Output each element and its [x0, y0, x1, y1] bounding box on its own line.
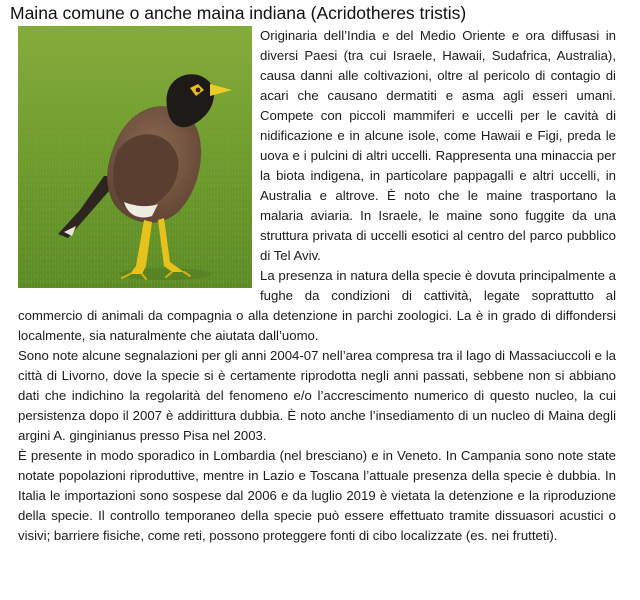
- myna-bird-photo: [18, 26, 252, 288]
- paragraph-reports: Sono note alcune segnalazioni per gli anni 2004-07 nell’area compresa tra il lago di Massaciuccoli e la città di Livorno, dove la specie si è certamente riprodotta negli anni passati, sebbene non si abbiano dati che indichino la regolarità del fenomeno e/o l’accrescimento numerico di questo nucleo, la cui persistenza dopo il 2007 è addirittura dubbia. È noto anche l’insediamento di un nucleo di Maina degli argini A. ginginianus presso Pisa nel 2003.: [18, 348, 616, 443]
- paragraph-presence: La presenza in natura della specie è dovuta principalmente a fughe da condizioni di cattività, legate soprattutto al commercio di animali da compagnia o alla detenzione in parchi zoologici. La è in grado di diffondersi localmente, sia naturalmente che aiutata dall’uomo.: [18, 268, 616, 343]
- article-body: [18, 26, 616, 546]
- paragraph-distribution: È presente in modo sporadico in Lombardia (nel bresciano) e in Veneto. In Campania sono note state notate popolazioni riproduttive, mentre in Lazio e Toscana l’attuale presenza della specie è dubbia. In Italia le importazioni sono sospese dal 2006 e da luglio 2019 è vietata la detenzione e la riproduzione della specie. Il controllo temporaneo della specie può essere effettuato tramite dissuasori acustici o visivi; barriere fisiche, come reti, possono proteggere fonti di cibo localizzate (es. nei frutteti).: [18, 448, 616, 543]
- page-title: Maina comune o anche maina indiana (Acridotheres tristis): [10, 3, 467, 23]
- paragraph-origin: Originaria dell’India e del Medio Oriente e ora diffusasi in diversi Paesi (tra cui Israele, Hawaii, Sudafrica, Australia), causa danni alle coltivazioni, oltre al pericolo di contagio di acari che causano dermatiti e asma agli esseri umani. Compete con piccoli mammiferi e uccelli per le cavità di nidificazione e in alcune isole, come Hawaii e Figi, preda le uova e i pulcini di altri uccelli. Rappresenta una minaccia per la biota indigena, in particolare pappagalli e altri uccelli, in Australia e altrove. È noto che le maine trasportano la malaria aviaria. In Israele, le maine sono fuggite da una struttura privata di uccelli esotici al centro del parco pubblico di Tel Aviv.: [260, 28, 616, 263]
